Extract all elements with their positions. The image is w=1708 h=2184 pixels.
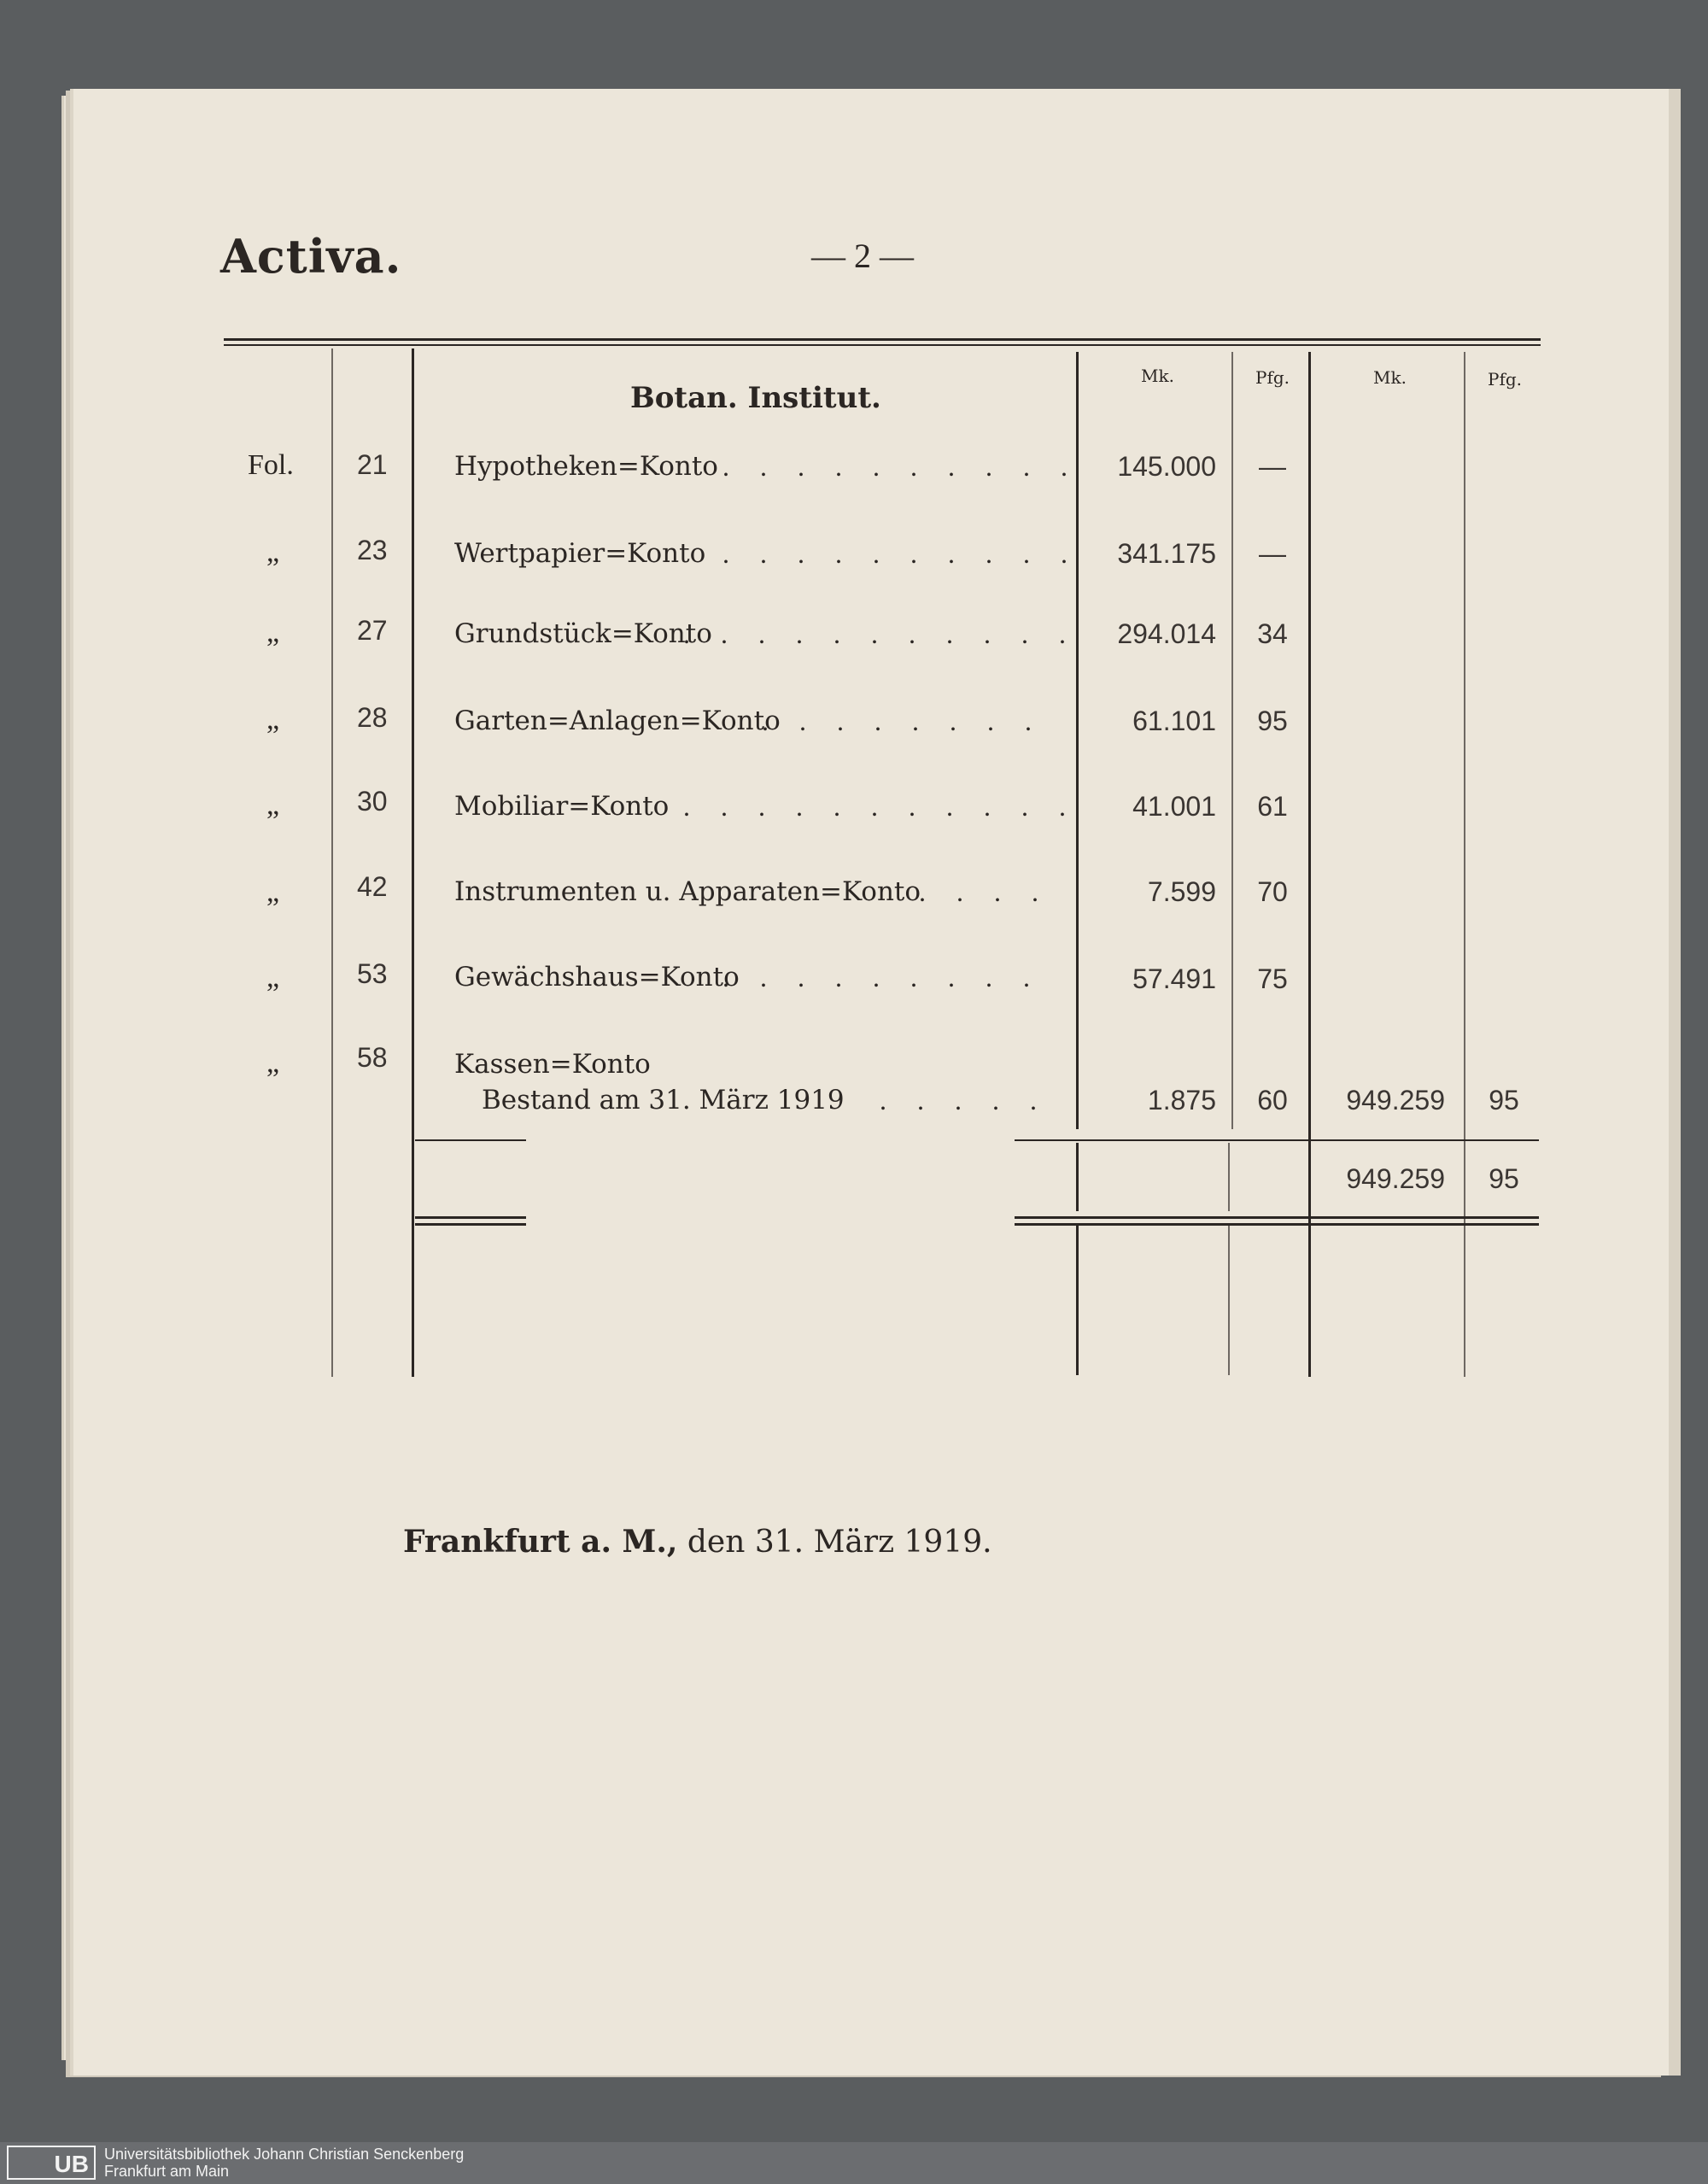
amount-pfg: —	[1259, 538, 1286, 569]
fol-marker: „	[266, 617, 280, 648]
amount-mk: 341.175	[1117, 538, 1216, 569]
leader-dots: . . . . . . . . . .	[722, 538, 1079, 569]
leader-dots: . . . . . . . . . . .	[683, 618, 1078, 649]
amount-pfg: 75	[1257, 963, 1288, 994]
fol-marker: „	[266, 536, 280, 568]
library-line-1: Universitätsbibliothek Johann Christian Senckenberg	[104, 2146, 465, 2163]
leader-dots: . . . . . . . . . . .	[683, 791, 1078, 822]
col-divider-pfg1-lower	[1228, 1225, 1230, 1375]
page-fold-edge	[1669, 89, 1681, 2076]
account-number: 27	[357, 615, 388, 646]
amount-mk: 145.000	[1117, 451, 1216, 482]
table-top-rule	[224, 338, 1541, 341]
leader-dots: . . . . . . . . .	[722, 962, 1042, 992]
fol-marker: „	[266, 962, 280, 993]
account-label: Instrumenten u. Apparaten=Konto	[454, 876, 921, 907]
amount-mk: 57.491	[1132, 963, 1216, 994]
account-sublabel: Bestand am 31. März 1919	[482, 1085, 845, 1115]
col-divider-mk1-sum	[1076, 1143, 1079, 1211]
page-number: — 2 —	[811, 237, 914, 275]
leader-dots: . . . . . . . . . .	[722, 451, 1079, 482]
ub-logo: UB	[7, 2146, 96, 2180]
place-date-line	[403, 1524, 992, 1560]
fol-marker: „	[266, 1047, 280, 1079]
closing-rule-right-1	[1015, 1216, 1539, 1219]
total-mk: 949.259	[1346, 1085, 1445, 1115]
amount-pfg: 70	[1257, 876, 1288, 907]
closing-rule-left-2	[415, 1223, 526, 1226]
amount-mk: 1.875	[1147, 1085, 1216, 1115]
account-label: Garten=Anlagen=Konto	[454, 706, 781, 736]
sum-mk: 949.259	[1346, 1163, 1445, 1194]
library-line-2: Frankfurt am Main	[104, 2163, 230, 2180]
amount-pfg: —	[1259, 451, 1286, 482]
account-label: Gewächshaus=Konto	[454, 962, 740, 992]
leader-dots: . . . . . . . .	[762, 706, 1044, 736]
account-label: Hypotheken=Konto	[454, 451, 718, 482]
place: Frankfurt a. M.,	[403, 1524, 678, 1560]
col-divider-pfg1	[1231, 352, 1233, 1129]
col-header-mk-2: Mk.	[1373, 367, 1407, 388]
account-number: 21	[357, 449, 388, 480]
account-label: Grundstück=Konto	[454, 618, 712, 649]
amount-mk: 41.001	[1132, 791, 1216, 822]
col-header-pfg-1: Pfg.	[1255, 367, 1290, 388]
col-divider-mk1-lower	[1076, 1225, 1079, 1375]
account-label: Wertpapier=Konto	[454, 538, 706, 569]
account-label: Mobiliar=Konto	[454, 791, 670, 822]
amount-pfg: 60	[1257, 1085, 1288, 1115]
col-divider-label	[412, 348, 414, 1377]
account-number: 23	[357, 535, 388, 565]
fol-marker: Fol.	[248, 449, 294, 481]
table-top-rule-2	[224, 344, 1541, 346]
activa-heading: Activa.	[220, 229, 402, 284]
leader-dots: . . . .	[919, 876, 1050, 907]
amount-mk: 61.101	[1132, 706, 1216, 736]
subtotal-rule-right	[1015, 1139, 1539, 1141]
subtotal-rule-left	[415, 1139, 526, 1141]
col-divider-fol	[331, 348, 333, 1377]
amount-mk: 294.014	[1117, 618, 1216, 649]
account-number: 42	[357, 871, 388, 902]
fol-marker: „	[266, 789, 280, 821]
amount-pfg: 61	[1257, 791, 1288, 822]
amount-mk: 7.599	[1147, 876, 1216, 907]
closing-rule-left-1	[415, 1216, 526, 1219]
col-header-pfg-2: Pfg.	[1488, 369, 1523, 389]
account-number: 58	[357, 1042, 388, 1073]
sum-pfg: 95	[1489, 1163, 1519, 1194]
account-number: 30	[357, 786, 388, 817]
closing-rule-right-2	[1015, 1223, 1539, 1226]
fol-marker: „	[266, 704, 280, 735]
col-header-mk-1: Mk.	[1141, 366, 1174, 386]
library-name	[104, 2146, 464, 2180]
amount-pfg: 34	[1257, 618, 1288, 649]
date: den 31. März 1919.	[687, 1525, 992, 1560]
account-label: Kassen=Konto	[454, 1049, 651, 1080]
fol-marker: „	[266, 876, 280, 908]
account-number: 28	[357, 702, 388, 733]
account-number: 53	[357, 958, 388, 989]
section-title: Botan. Institut.	[630, 381, 881, 415]
amount-pfg: 95	[1257, 706, 1288, 736]
total-pfg: 95	[1489, 1085, 1519, 1115]
col-divider-pfg1-sum	[1228, 1143, 1230, 1211]
leader-dots: . . . . .	[880, 1085, 1049, 1115]
